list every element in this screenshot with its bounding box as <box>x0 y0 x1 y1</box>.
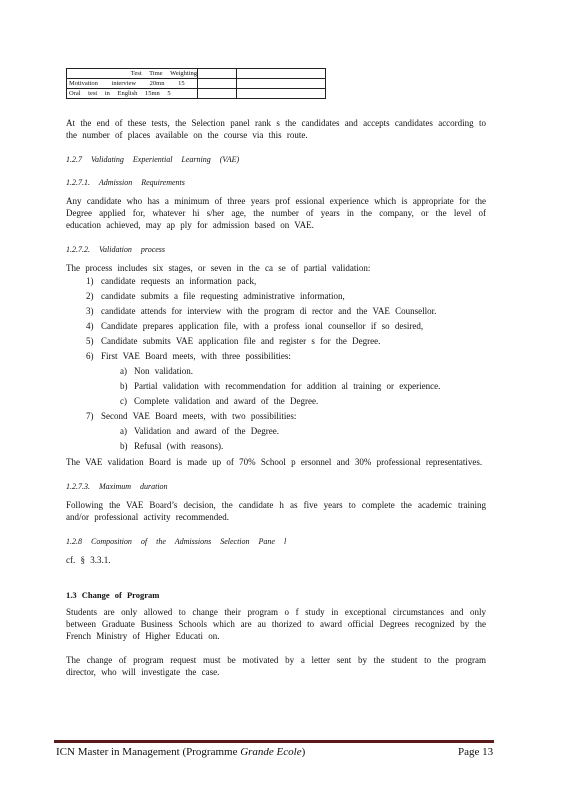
page-content <box>66 66 486 678</box>
table-row <box>67 89 326 99</box>
list-item: 2) candidate submits a file requesting administrative information, <box>86 291 345 301</box>
section-heading-1-2-7-1: 1.2.7.1. Admission Requirements <box>66 178 185 187</box>
list-item: 6) First VAE Board meets, with three possibilities: a) Non validation. b) Partial validation with recommendation for addition al training or experience. c) Complete validation and award of the Degree. <box>86 349 486 409</box>
list-item: 7) Second VAE Board meets, with two possibilities: a) Validation and award of the Degree. b) Refusal (with reasons). <box>86 409 486 454</box>
change-request-paragraph: The change of program request must be motivated by a letter sent by the student to the program director, who will investigate the case. <box>66 655 486 677</box>
list-item: 4) Candidate prepares application file, with a profess ional counsellor if so desired, <box>86 321 424 331</box>
table-header <box>67 69 198 79</box>
change-program-paragraph: Students are only allowed to change their program o f study in exceptional circumstances and only between Graduate Business Schools which are au thorized to award official Degrees recognized by the French Ministry of Higher Educati on. <box>66 607 486 641</box>
table-cell: Motivation interview 20mn 15 <box>67 79 198 89</box>
section-heading-1-2-7-2: 1.2.7.2. Validation process <box>66 245 166 254</box>
header-weighting: Weighting <box>170 70 197 77</box>
section-heading-1-2-8: 1.2.8 Composition of the Admissions Selection Pane l <box>66 537 287 546</box>
duration-paragraph: Following the VAE Board’s decision, the candidate h as five years to complete the academic training and/or professional activity recommended. <box>66 500 486 522</box>
list-item: a) Non validation. <box>120 366 193 376</box>
list-item: c) Complete validation and award of the Degree. <box>120 396 319 406</box>
second-board-options <box>86 424 486 454</box>
list-item: 3) candidate attends for interview with the program di rector and the VAE Counsellor. <box>86 306 437 316</box>
first-board-options <box>86 364 486 409</box>
list-item: 1) candidate requests an information pack, <box>86 276 257 286</box>
list-item: 5) Candidate submits VAE application file and register s for the Degree. <box>86 336 381 346</box>
section-heading-1-3: 1.3 Change of Program <box>66 590 160 600</box>
process-paragraph: The process includes six stages, or seven in the ca se of partial validation: <box>66 263 371 273</box>
section-heading-1-2-7-3: 1.2.7.3. Maximum duration <box>66 482 168 491</box>
validation-steps-list <box>66 274 486 454</box>
board-composition-paragraph: The VAE validation Board is made up of 70% School p ersonnel and 30% professional representatives. <box>66 457 483 467</box>
table-row <box>67 79 326 89</box>
header-test: Test <box>130 70 142 77</box>
page-number: Page 13 <box>458 746 494 758</box>
ranking-paragraph: At the end of these tests, the Selection panel rank s the candidates and accepts candidates according to the number of places available on the course via this route. <box>66 118 486 140</box>
table-header-row <box>67 69 326 79</box>
cf-reference: cf. § 3.3.1. <box>66 555 111 565</box>
admission-paragraph: Any candidate who has a minimum of three years prof essional experience which is appropriate for the Degree applied for, whatever hi s/her age, the number of years in the company, or the level of education achieved, may ap ply for admission based on VAE. <box>66 196 486 230</box>
list-item: b) Refusal (with reasons). <box>120 441 224 451</box>
footer-divider <box>54 740 494 743</box>
header-time: Time <box>149 70 163 77</box>
footer-title: ICN Master in Management (Programme Grande Ecole) <box>56 746 306 758</box>
section-heading-1-2-7: 1.2.7 Validating Experiential Learning (VAE) <box>66 155 240 164</box>
table-cell: Oral test in English 15mn 5 <box>67 89 198 99</box>
test-weighting-table <box>66 68 326 99</box>
list-item: b) Partial validation with recommendation for addition al training or experience. <box>120 381 441 391</box>
list-item: a) Validation and award of the Degree. <box>120 426 279 436</box>
